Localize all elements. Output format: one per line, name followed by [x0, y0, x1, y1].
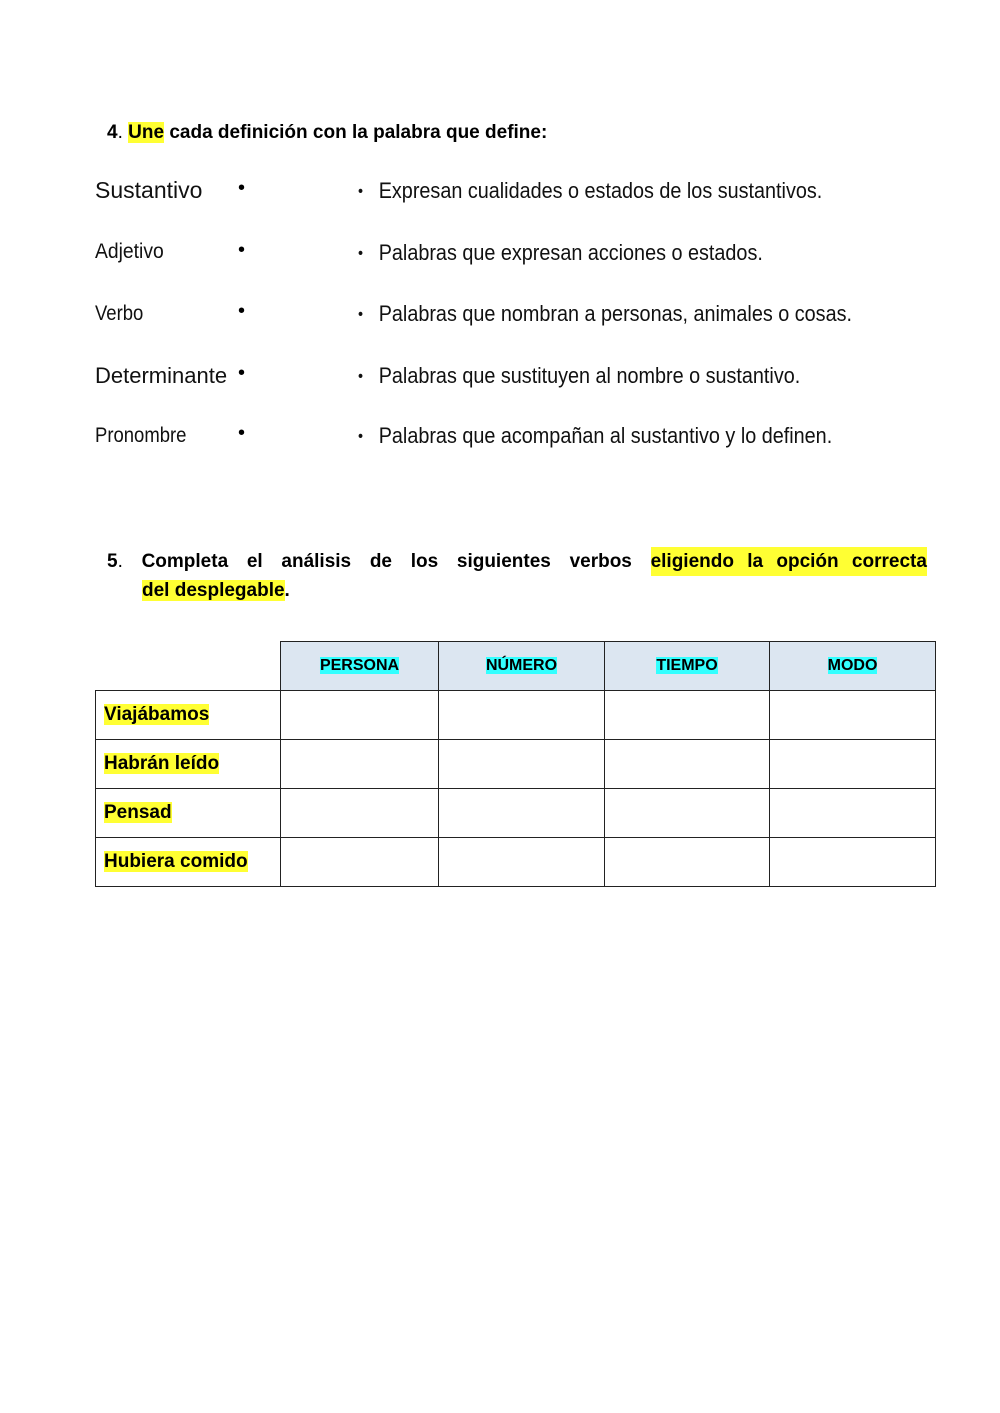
- column-header-numero: [439, 642, 605, 691]
- dropdown-cell-tiempo[interactable]: [605, 691, 770, 740]
- row-label-cell: [96, 740, 281, 789]
- left-word-verbo: Verbo: [95, 302, 144, 325]
- verb-label: Habrán leído: [104, 753, 220, 774]
- definition-item: [358, 240, 763, 266]
- instruction-word: siguientes: [456, 551, 551, 572]
- right-match-dot[interactable]: •: [358, 306, 364, 323]
- left-word-determinante: Determinante: [95, 363, 228, 388]
- column-header-persona: [281, 642, 439, 691]
- dropdown-cell-tiempo[interactable]: [605, 789, 770, 838]
- definition-item: [358, 423, 832, 449]
- dropdown-cell-numero[interactable]: [439, 838, 605, 887]
- exercise-4-dot: .: [117, 122, 123, 143]
- instruction-highlight-line2: del desplegable: [142, 580, 285, 601]
- dropdown-cell-persona[interactable]: [281, 740, 439, 789]
- column-header-label: NÚMERO: [485, 657, 558, 674]
- definition-text: Palabras que sustituyen al nombre o sustantivo.: [378, 363, 801, 388]
- dropdown-cell-tiempo[interactable]: [605, 740, 770, 789]
- verb-analysis-table: [95, 641, 936, 887]
- table-row: [96, 789, 936, 838]
- dropdown-cell-persona[interactable]: [281, 691, 439, 740]
- column-header-label: TIEMPO: [656, 657, 718, 674]
- left-match-dot[interactable]: •: [238, 422, 246, 444]
- dropdown-cell-modo[interactable]: [770, 740, 936, 789]
- definition-item: [358, 178, 822, 204]
- row-label-cell: [96, 789, 281, 838]
- dropdown-cell-numero[interactable]: [439, 789, 605, 838]
- left-match-dot[interactable]: •: [238, 177, 246, 199]
- definition-text: Palabras que acompañan al sustantivo y lo definen.: [378, 423, 833, 448]
- column-header-tiempo: [605, 642, 770, 691]
- exercise-5-dot: .: [117, 551, 123, 572]
- definition-item: [358, 363, 800, 389]
- definition-item: [358, 301, 852, 327]
- right-match-dot[interactable]: •: [358, 428, 364, 445]
- row-label-cell: [96, 691, 281, 740]
- dropdown-cell-modo[interactable]: [770, 789, 936, 838]
- definition-text: Palabras que nombran a personas, animales o cosas.: [378, 301, 852, 326]
- definition-text: Palabras que expresan acciones o estados.: [378, 240, 763, 265]
- right-match-dot[interactable]: •: [358, 183, 364, 200]
- exercise-4-instruction: [107, 122, 547, 144]
- row-label-cell: [96, 838, 281, 887]
- left-word-pronombre: Pronombre: [95, 424, 187, 447]
- dropdown-cell-modo[interactable]: [770, 838, 936, 887]
- exercise-4-instruction-text: cada definición con la palabra que define:: [164, 122, 548, 143]
- table-row: [96, 691, 936, 740]
- table-row: [96, 838, 936, 887]
- dropdown-cell-numero[interactable]: [439, 740, 605, 789]
- dropdown-cell-modo[interactable]: [770, 691, 936, 740]
- left-word-adjetivo: Adjetivo: [95, 240, 164, 263]
- instruction-highlight-line1: eligiendo la opción correcta: [651, 547, 927, 576]
- verb-label: Hubiera comido: [104, 851, 248, 872]
- instruction-word: Completa: [141, 551, 229, 572]
- right-match-dot[interactable]: •: [358, 368, 364, 385]
- instruction-word: de: [369, 551, 393, 572]
- definition-text: Expresan cualidades o estados de los sustantivos.: [378, 178, 823, 203]
- instruction-word: los: [410, 551, 439, 572]
- column-header-label: PERSONA: [319, 657, 400, 674]
- exercise-4-number: 4: [107, 122, 118, 143]
- exercise-5-instruction: [107, 547, 927, 605]
- dropdown-cell-persona[interactable]: [281, 789, 439, 838]
- instruction-end: .: [284, 580, 290, 601]
- verb-label: Pensad: [104, 802, 172, 823]
- instruction-word: el: [246, 551, 263, 572]
- exercise-5-number: 5: [107, 551, 118, 572]
- table-header-row: [96, 642, 936, 691]
- table-row: [96, 740, 936, 789]
- column-header-modo: [770, 642, 936, 691]
- instruction-word: análisis: [281, 551, 352, 572]
- table-corner-cell: [96, 642, 281, 691]
- left-match-dot[interactable]: •: [238, 239, 246, 261]
- dropdown-cell-tiempo[interactable]: [605, 838, 770, 887]
- left-match-dot[interactable]: •: [238, 362, 246, 384]
- right-match-dot[interactable]: •: [358, 245, 364, 262]
- instruction-word: verbos: [569, 551, 632, 572]
- left-word-sustantivo: Sustantivo: [95, 177, 203, 203]
- dropdown-cell-persona[interactable]: [281, 838, 439, 887]
- left-match-dot[interactable]: •: [238, 300, 246, 322]
- verb-label: Viajábamos: [104, 704, 210, 725]
- exercise-4-highlight: Une: [128, 122, 165, 143]
- column-header-label: MODO: [827, 657, 878, 674]
- dropdown-cell-numero[interactable]: [439, 691, 605, 740]
